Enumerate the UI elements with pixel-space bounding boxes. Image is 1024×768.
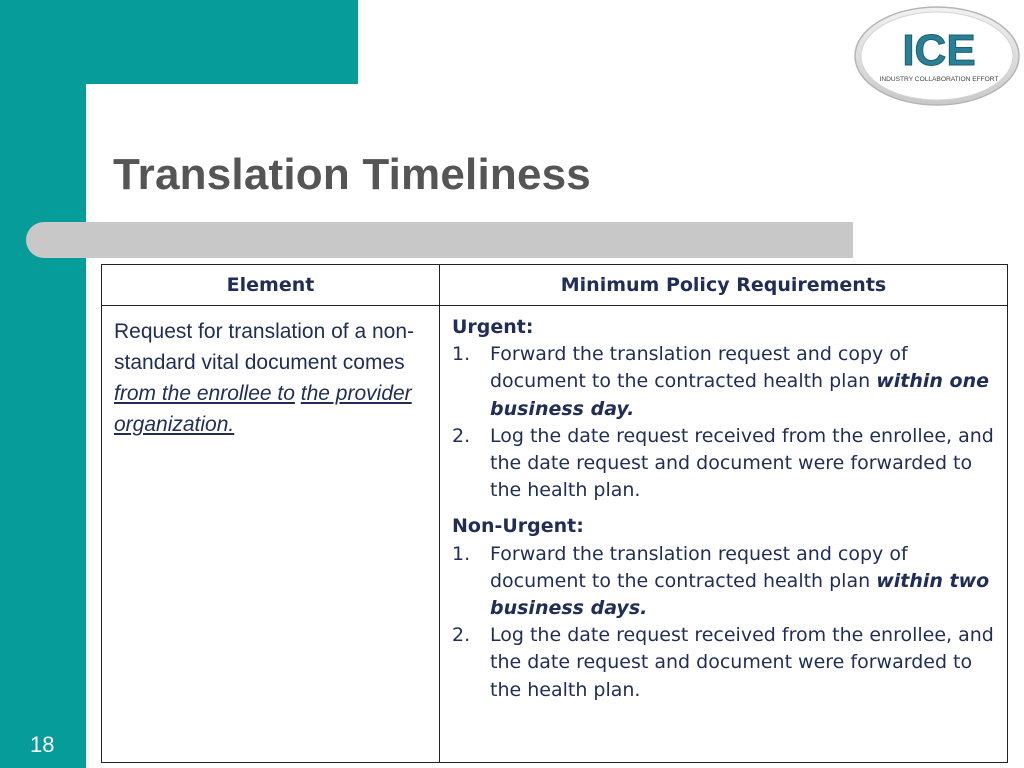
page-number: 18 [30,732,55,757]
step-deadline: within two business days. [490,569,990,620]
step-number: 1. [452,542,471,565]
ice-logo [852,4,1022,108]
step-number: 2. [452,624,471,647]
title-divider-bar [26,222,853,258]
column-header-requirements: Minimum Policy Requirements [440,265,1008,306]
svg-text:INDUSTRY COLLABORATION EFFORT: INDUSTRY COLLABORATION EFFORT [879,76,999,83]
table-row [102,306,1008,763]
step-text: Forward the translation request and copy of document to the contracted health plan [490,542,908,592]
step-text: Log the date request received from the enrollee, and the date request and document were forwarded to the health plan. [490,624,994,701]
step-number: 1. [452,343,471,366]
list-item [452,622,1001,704]
column-header-element: Element [102,265,440,306]
urgent-steps-list [452,341,1001,504]
teal-top-band [86,0,358,84]
list-item [452,541,1001,623]
table-header-row [102,265,1008,306]
element-emphasis-target: the provider organization. [114,382,412,436]
slide-title: Translation Timeliness [113,150,591,199]
svg-text:ICE: ICE [902,26,976,75]
element-emphasis-source: from the enrollee to [114,382,295,405]
step-text: Log the date request received from the enrollee, and the date request and document were forwarded to the health plan. [490,424,994,502]
non-urgent-steps-list [452,541,1001,704]
step-number: 2. [452,424,471,447]
requirements-cell [440,306,1008,763]
list-item [452,341,1001,423]
step-text: Forward the translation request and copy of document to the contracted health plan [490,343,908,393]
step-deadline: within one business day. [490,370,989,420]
element-cell [102,306,440,763]
teal-sidebar-band [0,0,86,768]
section-title-non-urgent: Non-Urgent: [452,515,584,538]
list-item [452,423,1001,505]
policy-table [101,264,1008,763]
element-text: Request for translation of a non-standard vital document comes [114,320,415,374]
section-title-urgent: Urgent: [452,316,534,338]
